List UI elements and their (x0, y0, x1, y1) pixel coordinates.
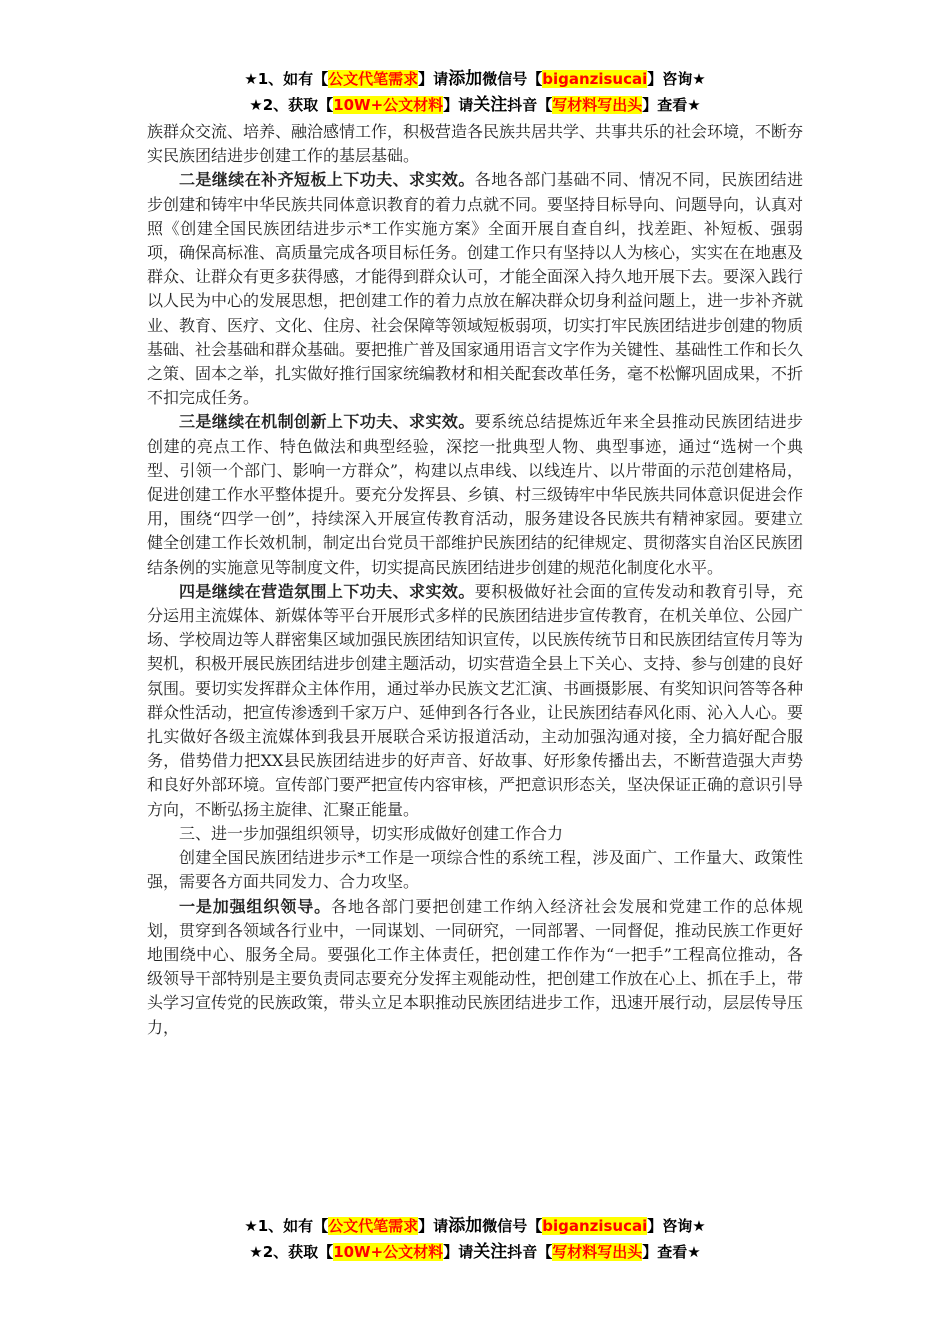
header-line-1-suffix: 】咨询★ (647, 70, 706, 88)
footer-line-1-mid2: 微信号【 (482, 1217, 543, 1235)
paragraph-atmosphere-text: 要积极做好社会面的宣传发动和教育引导，充分运用主流媒体、新媒体等平台开展形式多样的民族团结进步宣传教育，在机关单位、公园广场、学校周边等人群密集区域加强民族团结知识宣传，以民族传统节日和民族团结宣传月等为契机，积极开展民族团结进步创建主题活动，切实营造全县上下关心、支持、参与创建的良好氛围。要切实发挥群众主体作用，通过举办民族文艺汇演、书画摄影展、有奖知识问答等各种群众性活动，把宣传渗透到千家万户、延伸到各行各业，让民族团结春风化雨、沁入人心。要扎实做好各级主流媒体到我县开展联合采访报道活动，主动加强沟通对接，全力搞好配合服务，借势借力把XX县民族团结进步的好声音、好故事、好形象传播出去，不断营造强大声势和良好外部环境。宣传部门要严把宣传内容审核，严把意识形态关，坚决保证正确的意识引导方向，不断弘扬主旋律、汇聚正能量。 (147, 581, 804, 819)
paragraph-section-intro: 创建全国民族团结进步示*工作是一项综合性的系统工程，涉及面广、工作量大、政策性强，需要各方面共同发力、合力攻坚。 (147, 848, 803, 892)
paragraph-mechanism (147, 410, 803, 579)
section-heading: 三、进一步加强组织领导，切实形成做好创建工作合力 (179, 823, 564, 843)
footer-line-2-highlight-materials: 10W+公文材料 (333, 1243, 444, 1261)
footer-line-2-highlight-douyin: 写材料写出头 (552, 1243, 643, 1261)
header-line-2-suffix: 】查看★ (642, 96, 701, 114)
paragraph-leadership-lead: 一是加强组织领导。 (179, 896, 331, 916)
footer-line-2-mid2: 抖音【 (507, 1243, 553, 1261)
footer-line-1-prefix: ★1、如有【 (244, 1217, 329, 1235)
header-line-2-highlight-douyin: 写材料写出头 (552, 96, 643, 114)
footer-banner (0, 1213, 950, 1265)
header-line-1 (0, 66, 950, 92)
header-line-2-mid1: 】请 (443, 96, 474, 114)
footer-line-2-mid1: 】请 (443, 1243, 474, 1261)
paragraph-continuation: 族群众交流、培养、融洽感情工作，积极营造各民族共居共学、共事共乐的社会环境，不断夯实民族团结进步创建工作的基层基础。 (147, 122, 804, 166)
header-line-1-highlight-wechat: biganzisucai (542, 70, 648, 88)
header-line-1-mid1: 】请 (418, 70, 449, 88)
header-line-1-mid2: 微信号【 (482, 70, 543, 88)
header-line-2-emphasis: 关注 (473, 95, 508, 115)
footer-line-1-highlight-wechat: biganzisucai (542, 1217, 648, 1235)
paragraph-leadership (147, 895, 803, 1040)
header-line-2-mid2: 抖音【 (507, 96, 553, 114)
paragraph-mechanism-lead: 三是继续在机制创新上下功夫、求实效。 (179, 412, 475, 432)
footer-line-1-highlight-service: 公文代笔需求 (328, 1217, 419, 1235)
paragraph-shortcomings-text: 各地各部门基础不同、情况不同，民族团结进步创建和铸牢中华民族共同体意识教育的着力点就不同。要坚持目标导向、问题导向，认真对照《创建全国民族团结进步示*工作实施方案》全面开展自查自纠，找差距、补短板、强弱项，确保高标准、高质量完成各项目标任务。创建工作只有坚持以人为核心，实实在在地惠及群众、让群众有更多获得感，才能得到群众认可，才能全面深入持久地开展下去。要深入践行以人民为中心的发展思想，把创建工作的着力点放在解决群众切身利益问题上，进一步补齐就业、教育、医疗、文化、住房、社会保障等领域短板弱项，切实打牢民族团结进步创建的物质基础、社会基础和群众基础。要把推广普及国家通用语言文字作为关键性、基础性工作和长久之策、固本之举，扎实做好推行国家统编教材和相关配套改革任务，毫不松懈巩固成果，不折不扣完成任务。 (147, 170, 804, 408)
footer-line-2 (0, 1239, 950, 1265)
footer-line-1 (0, 1213, 950, 1239)
footer-line-2-suffix: 】查看★ (642, 1243, 701, 1261)
header-line-1-prefix: ★1、如有【 (244, 70, 329, 88)
footer-line-1-mid1: 】请 (418, 1217, 449, 1235)
paragraph-mechanism-text: 要系统总结提炼近年来全县推动民族团结进步创建的亮点工作、特色做法和典型经验，深挖一批典型人物、典型事迹，通过“选树一个典型、引领一个部门、影响一方群众”，构建以点串线、以线连片、以片带面的示范创建格局，促进创建工作水平整体提升。要充分发挥县、乡镇、村三级铸牢中华民族共同体意识促进会作用，围绕“四学一创”，持续深入开展宣传教育活动，服务建设各民族共有精神家园。要建立健全创建工作长效机制，制定出台党员干部维护民族团结的纪律规定、贯彻落实自治区民族团结条例的实施意见等制度文件，切实提高民族团结进步创建的规范化制度化水平。 (147, 412, 804, 577)
paragraph-shortcomings-lead: 二是继续在补齐短板上下功夫、求实效。 (179, 170, 475, 190)
header-line-1-emphasis: 添加 (448, 69, 483, 89)
header-line-2-highlight-materials: 10W+公文材料 (333, 96, 444, 114)
header-line-2-prefix: ★2、获取【 (249, 96, 334, 114)
footer-line-1-suffix: 】咨询★ (647, 1217, 706, 1235)
paragraph-atmosphere-lead: 四是继续在营造氛围上下功夫、求实效。 (179, 581, 475, 601)
document-body (147, 120, 803, 1040)
footer-line-2-prefix: ★2、获取【 (249, 1243, 334, 1261)
paragraph-leadership-text: 各地各部门要把创建工作纳入经济社会发展和党建工作的总体规划，贯穿到各领域各行业中，一同谋划、一同研究，一同部署、一同督促，推动民族工作更好地围绕中心、服务全局。要强化工作主体责任，把创建工作作为“一把手”工程高位推动，各级领导干部特别是主要负责同志要充分发挥主观能动性，把创建工作放在心上、抓在手上，带头学习宣传党的民族政策，带头立足本职推动民族团结进步工作，迅速开展行动，层层传导压力， (147, 896, 804, 1037)
paragraph-shortcomings (147, 168, 803, 410)
header-line-2 (0, 92, 950, 118)
footer-line-2-emphasis: 关注 (473, 1242, 508, 1262)
paragraph-atmosphere (147, 580, 803, 822)
footer-line-1-emphasis: 添加 (448, 1216, 483, 1236)
header-line-1-highlight-service: 公文代笔需求 (328, 70, 419, 88)
header-banner (0, 66, 950, 118)
